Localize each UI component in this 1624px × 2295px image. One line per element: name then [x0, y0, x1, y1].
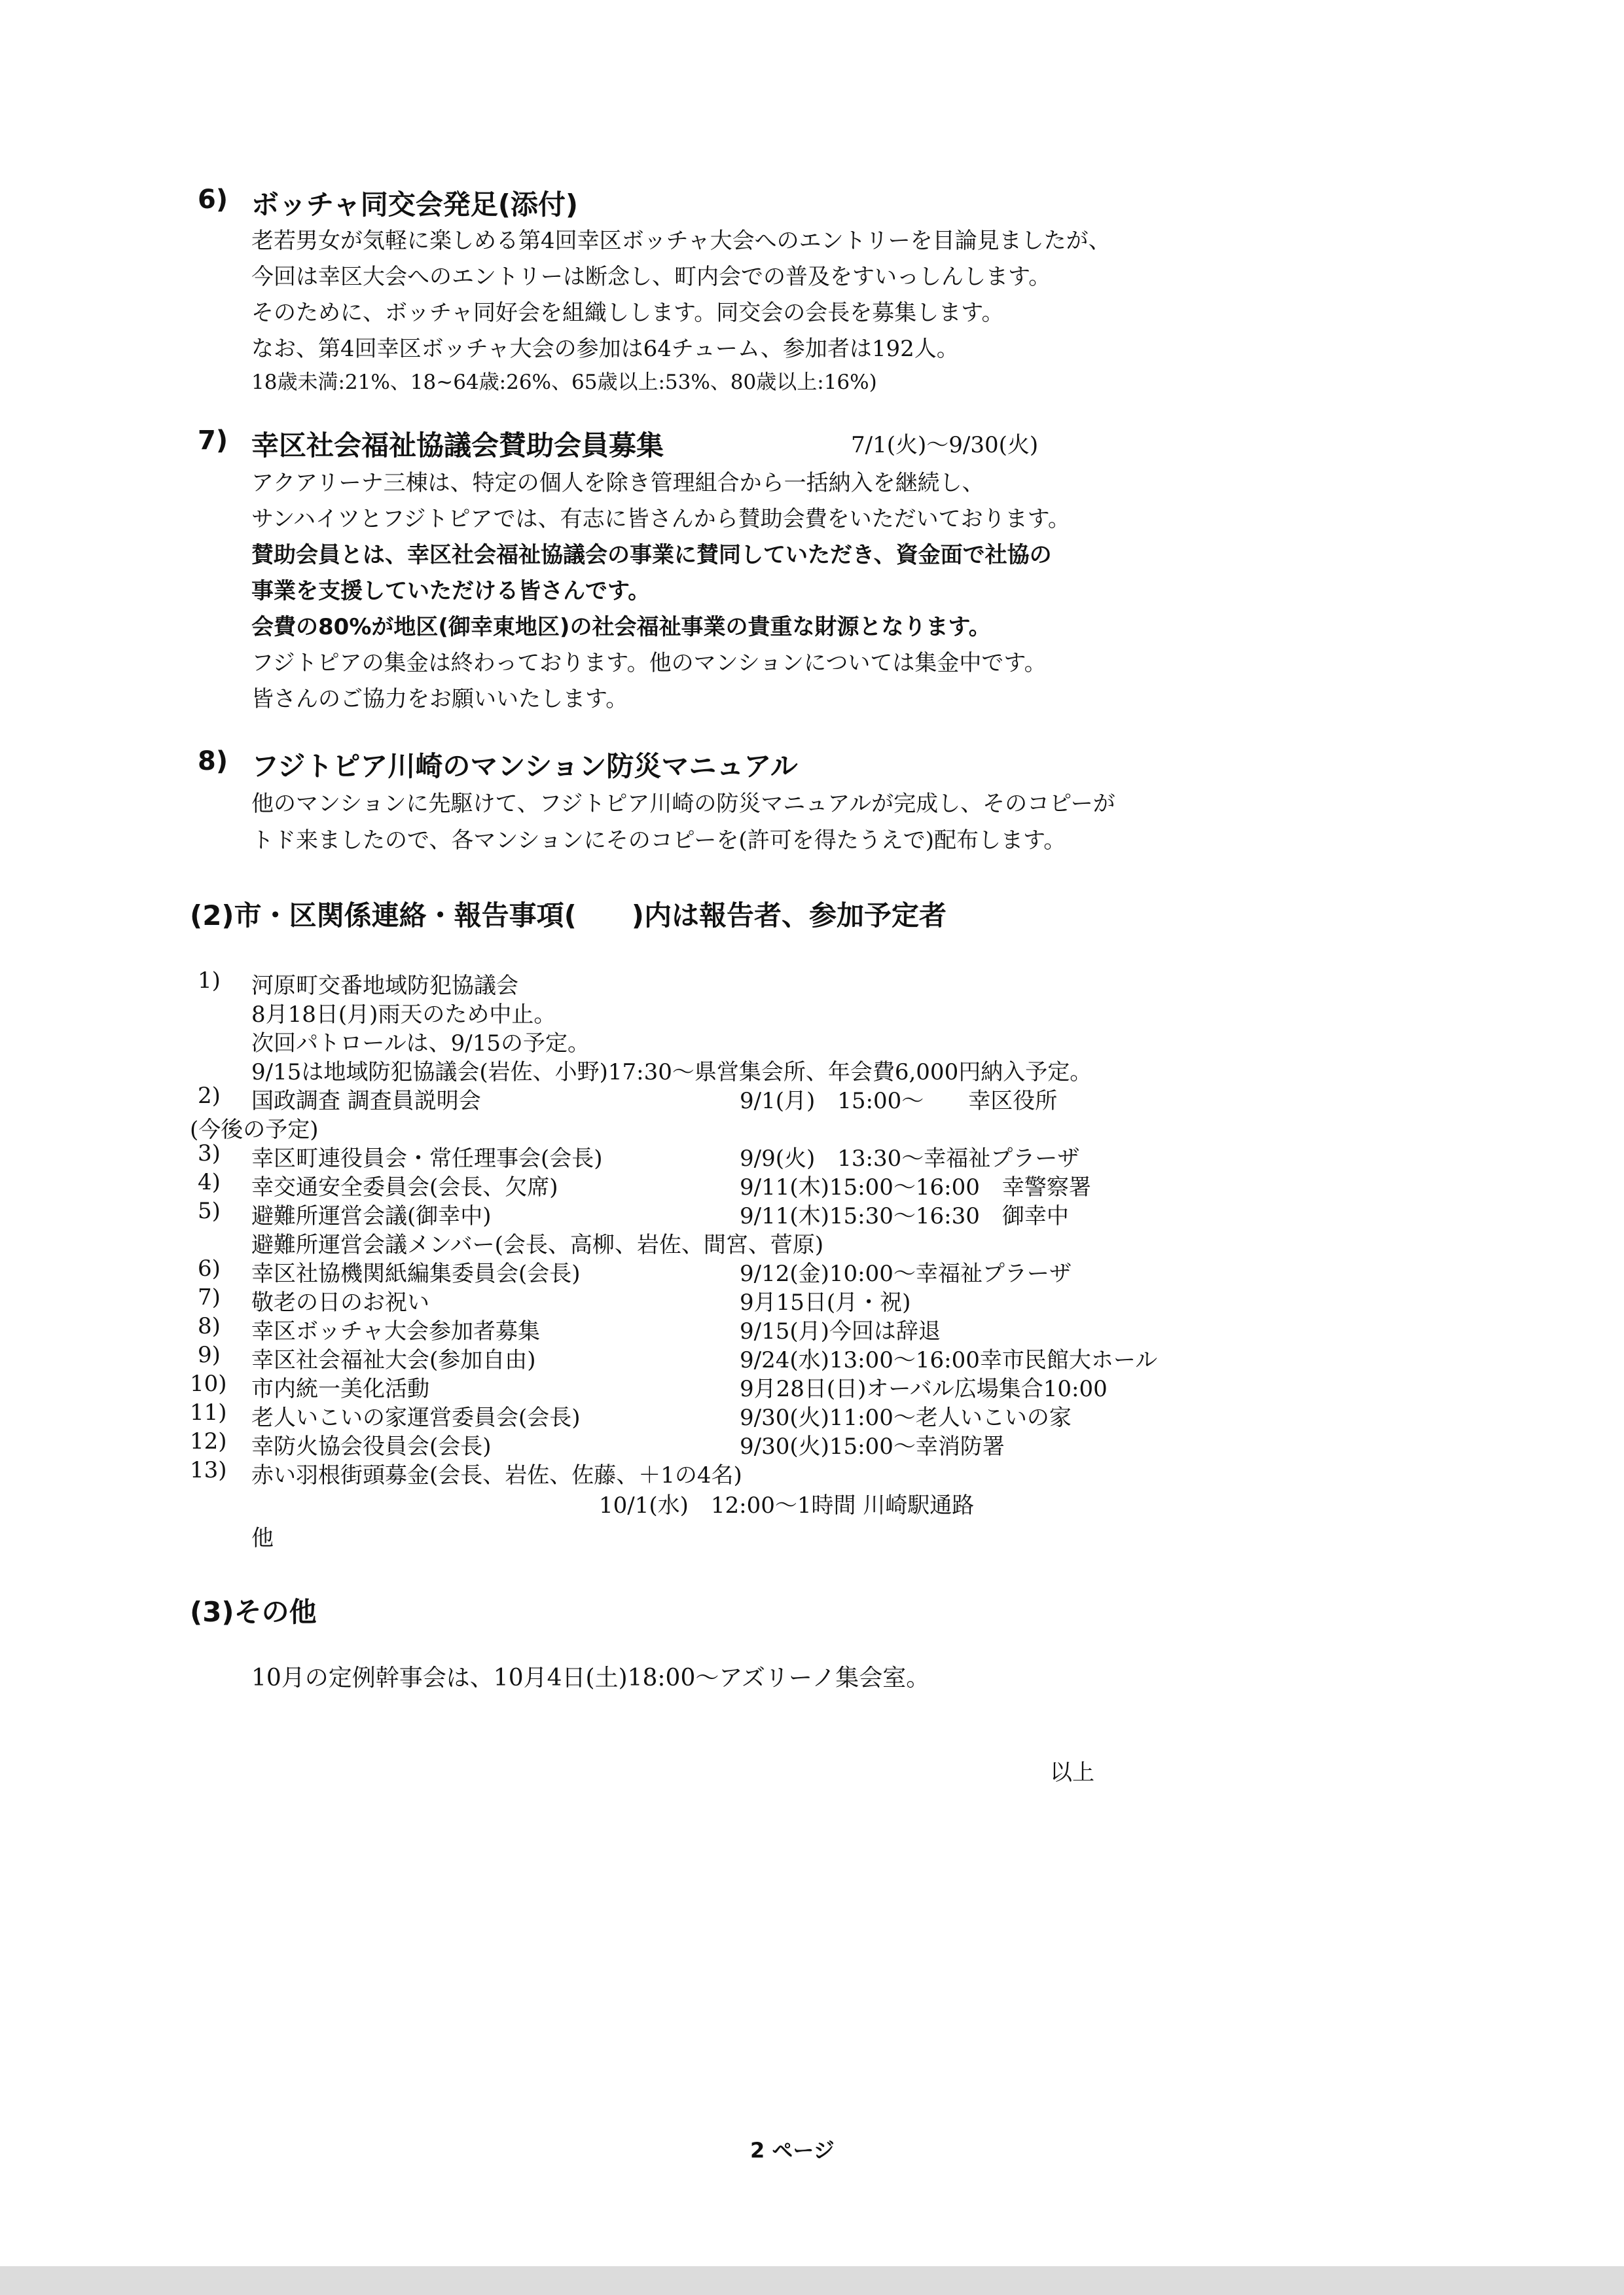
- entry-schedule: 9/15(月)今回は辞退: [740, 1318, 941, 1345]
- item-8-line: トド来ましたので、各マンションにそのコピーを(許可を得たうえで)配布します。: [251, 827, 1066, 854]
- entry-schedule: 9/1(月) 15:00～ 幸区役所: [740, 1088, 1058, 1114]
- entry-number: 6): [198, 1256, 221, 1282]
- entry-text: 避難所運営会議メンバー(会長、高柳、岩佐、間宮、菅原): [251, 1232, 824, 1258]
- item-8-title: フジトピア川崎のマンション防災マニュアル: [251, 750, 798, 782]
- entry-number: 9): [198, 1342, 221, 1368]
- entry-number: 12): [190, 1428, 227, 1455]
- entry-text: 避難所運営会議(御幸中): [251, 1203, 492, 1229]
- entry-schedule: 9/24(水)13:00～16:00幸市民館大ホール: [740, 1347, 1158, 1373]
- entry-text: 幸区社協機関紙編集委員会(会長): [251, 1261, 581, 1287]
- entry-number: 5): [198, 1198, 221, 1224]
- item-6-line: なお、第4回幸区ボッチャ大会の参加は64チューム、参加者は192人。: [251, 336, 959, 362]
- entry-schedule: 9/12(金)10:00～幸福祉プラーザ: [740, 1261, 1072, 1287]
- section-2-title: (2)市・区関係連絡・報告事項( )内は報告者、参加予定者: [190, 899, 947, 931]
- entry-schedule: 9/11(木)15:30～16:30 御幸中: [740, 1203, 1069, 1229]
- item-7-period: 7/1(火)～9/30(火): [851, 432, 1039, 458]
- item-8-line: 他のマンションに先駆けて、フジトピア川崎の防災マニュアルが完成し、そのコピーが: [251, 791, 1115, 817]
- item-7-bold-line: 事業を支援していただける皆さんです。: [251, 578, 651, 604]
- item-6-line: 18歳未満:21%、18~64歳:26%、65歳以上:53%、80歳以上:16%): [251, 370, 877, 394]
- entry-number: 8): [198, 1313, 221, 1339]
- entry-number: 1): [198, 967, 221, 994]
- entry-number: 13): [190, 1457, 227, 1483]
- item-6-line: 今回は幸区大会へのエントリーは断念し、町内会での普及をすいっしんします。: [251, 264, 1051, 290]
- entry-schedule: 9/30(火)15:00～幸消防署: [740, 1434, 1005, 1460]
- entry-text: 赤い羽根街頭募金(会長、岩佐、佐藤、＋1の4名): [251, 1462, 742, 1489]
- entry-text: 河原町交番地域防犯協議会: [251, 973, 518, 999]
- item-6-title: ボッチャ同交会発足(添付): [251, 189, 579, 221]
- entry-schedule: 9月15日(月・祝): [740, 1290, 911, 1316]
- entry-schedule: 9/9(火) 13:30～幸福祉プラーザ: [740, 1146, 1080, 1172]
- item-6-number: 6): [198, 185, 228, 215]
- entry-text: 敬老の日のお祝い: [251, 1290, 429, 1316]
- page-number: 2 ページ: [750, 2138, 835, 2163]
- entry-number: 2): [198, 1083, 221, 1109]
- entry-text: 9/15は地域防犯協議会(岩佐、小野)17:30～県営集会所、年会費6,000円納入予定。: [251, 1059, 1092, 1085]
- item-7-number: 7): [198, 425, 228, 456]
- item-7-title: 幸区社会福祉協議会賛助会員募集: [251, 429, 664, 461]
- entry-text: 幸区社会福祉大会(参加自由): [251, 1347, 536, 1373]
- entry-schedule: 10/1(水) 12:00～1時間 川崎駅通路: [599, 1492, 975, 1519]
- entry-schedule: 9月28日(日)オーバル広場集合10:00: [740, 1376, 1108, 1402]
- entry-text: 老人いこいの家運営委員会(会長): [251, 1405, 581, 1431]
- entry-text: 幸区町連役員会・常任理事会(会長): [251, 1146, 603, 1172]
- entry-number: 10): [190, 1371, 227, 1397]
- section-3-title: (3)その他: [190, 1596, 317, 1628]
- entry-text: 8月18日(月)雨天のため中止。: [251, 1002, 556, 1028]
- entry-number: 3): [198, 1140, 221, 1166]
- scan-edge-band: [0, 2266, 1624, 2295]
- item-7-bold-line: 賛助会員とは、幸区社会福祉協議会の事業に賛同していただき、資金面で社協の: [251, 542, 1052, 568]
- item-6-line: そのために、ボッチャ同好会を組織しします。同交会の会長を募集します。: [251, 300, 1004, 326]
- item-7-line: フジトピアの集金は終わっております。他のマンションについては集金中です。: [251, 650, 1047, 676]
- section-3-text: 10月の定例幹事会は、10月4日(土)18:00～アズリーノ集会室。: [251, 1665, 930, 1691]
- entry-number: 11): [190, 1400, 227, 1426]
- item-6-line: 老若男女が気軽に楽しめる第4回幸区ボッチャ大会へのエントリーを目論見ましたが、: [251, 228, 1111, 254]
- entry-number: 4): [198, 1169, 221, 1195]
- future-schedule-label: (今後の予定): [190, 1117, 319, 1143]
- entry-text: 国政調査 調査員説明会: [251, 1088, 481, 1114]
- entry-text: 市内統一美化活動: [251, 1376, 429, 1402]
- entry-number: 7): [198, 1284, 221, 1310]
- entry-text: 幸交通安全委員会(会長、欠席): [251, 1174, 558, 1201]
- entry-text: 次回パトロールは、9/15の予定。: [251, 1030, 590, 1057]
- item-7-bold-line: 会費の80%が地区(御幸東地区)の社会福祉事業の貴重な財源となります。: [251, 614, 991, 640]
- item-7-line: サンハイツとフジトピアでは、有志に皆さんから賛助会費をいただいております。: [251, 506, 1070, 532]
- item-7-line: アクアリーナ三棟は、特定の個人を除き管理組合から一括納入を継続し、: [251, 470, 984, 496]
- entry-text: 他: [251, 1525, 274, 1551]
- entry-text: 幸区ボッチャ大会参加者募集: [251, 1318, 540, 1345]
- entry-schedule: 9/30(火)11:00～老人いこいの家: [740, 1405, 1072, 1431]
- entry-schedule: 9/11(木)15:00～16:00 幸警察署: [740, 1174, 1091, 1201]
- closing-text: 以上: [1050, 1760, 1094, 1786]
- entry-text: 幸防火協会役員会(会長): [251, 1434, 492, 1460]
- item-8-number: 8): [198, 746, 228, 776]
- item-7-line: 皆さんのご協力をお願いいたします。: [251, 686, 628, 712]
